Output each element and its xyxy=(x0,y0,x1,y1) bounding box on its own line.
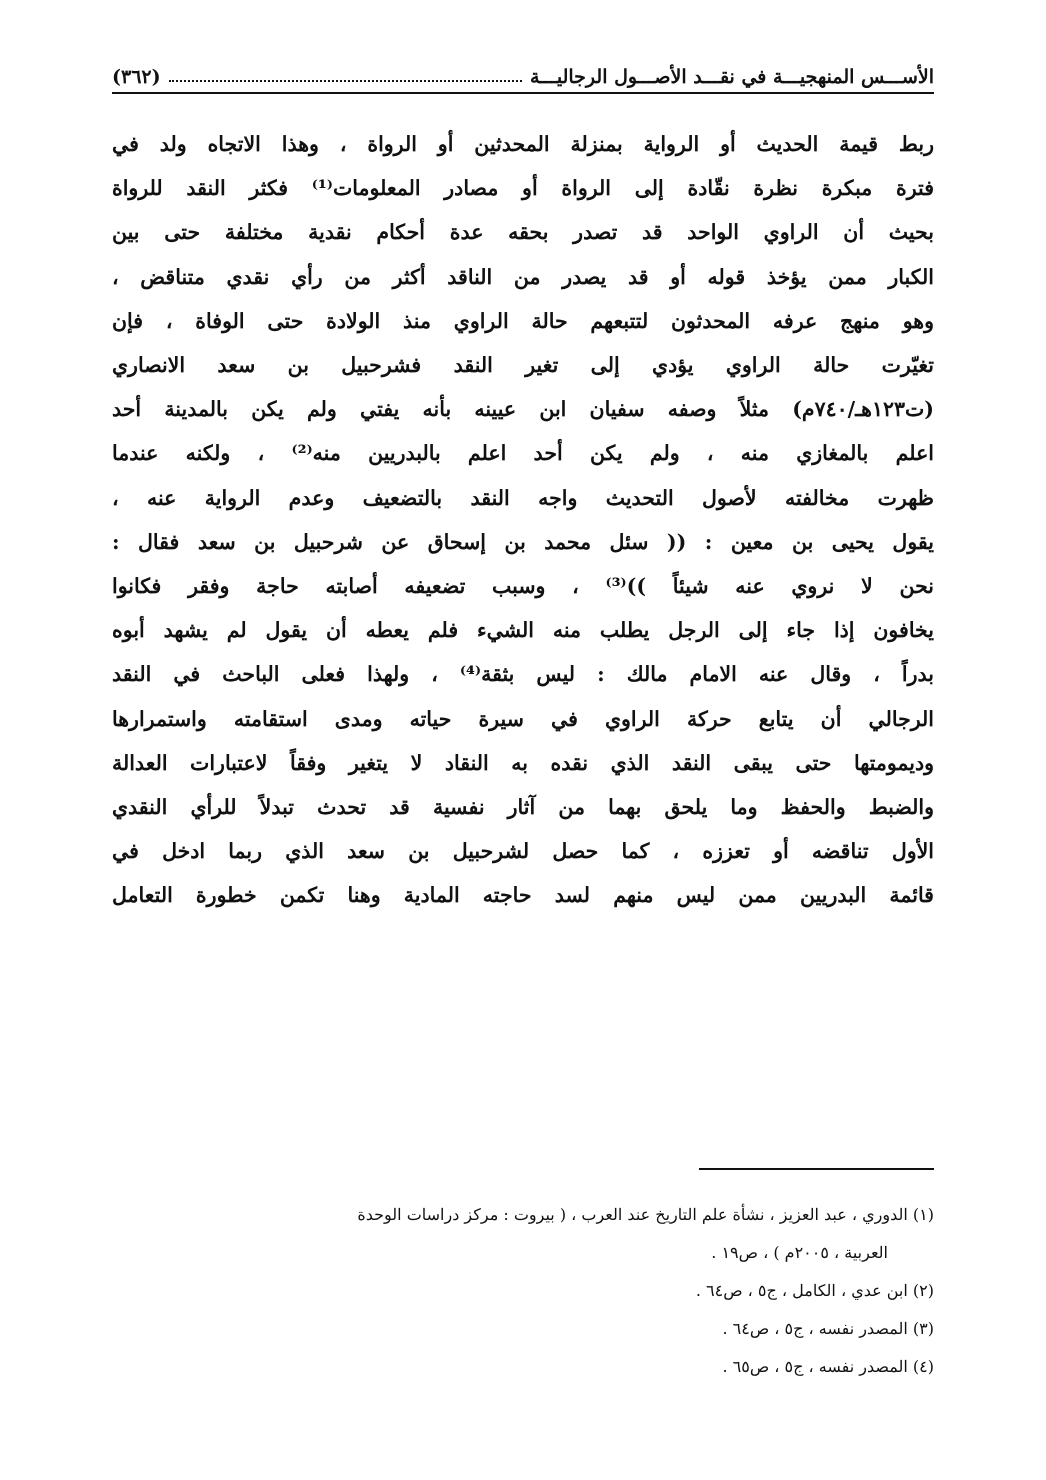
footnote-separator xyxy=(699,1168,934,1170)
footnote-4: (٤) المصدر نفسه ، ج٥ ، ص٦٥ . xyxy=(722,1357,934,1376)
running-title: الأســـس المنهجيـــة في نقـــد الأصـــول الرجاليـــة xyxy=(529,66,934,88)
header-rule xyxy=(112,92,934,94)
text-line: يقول يحيى بن معين : (( سئل محمد بن إسحاق عن شرحبيل بن سعد فقال : xyxy=(112,529,934,554)
page-number: (٣٦٢) xyxy=(112,66,161,88)
footnote-3: (٣) المصدر نفسه ، ج٥ ، ص٦٤ . xyxy=(722,1319,934,1338)
text-line: الرجالي أن يتابع حركة الراوي في سيرة حياته ومدى استقامته واستمرارها xyxy=(112,706,934,731)
text-line: تغيّرت حالة الراوي يؤدي إلى تغير النقد فشرحبيل بن سعد الانصاري xyxy=(112,353,934,378)
footnote-1-continuation: العربية ، ٢٠٠٥م ) ، ص١٩ . xyxy=(711,1243,888,1262)
text-line: والضبط والحفظ وما يلحق بهما من آثار نفسية قد تحدث تبدلاً للرأي النقدي xyxy=(112,795,934,820)
text-line: ربط قيمة الحديث أو الرواية بمنزلة المحدثين أو الرواة ، وهذا الاتجاه ولد في xyxy=(112,132,934,156)
text-line: الكبار ممن يؤخذ قوله أو قد يصدر من الناقد أكثر من رأي نقدي متناقض ، xyxy=(112,264,934,289)
footnote-2: (٢) ابن عدي ، الكامل ، ج٥ ، ص٦٤ . xyxy=(695,1281,934,1300)
text-line: فترة مبكرة نظرة نقّادة إلى الرواة أو مصادر المعلومات⁽¹⁾ فكثر النقد للرواة xyxy=(112,176,934,201)
text-line: وديمومتها حتى يبقى النقد الذي نقده به النقاد لا يتغير وفقاً لاعتبارات العدالة xyxy=(112,750,934,775)
text-line: قائمة البدريين ممن ليس منهم لسد حاجته المادية وهنا تكمن خطورة التعامل xyxy=(112,883,934,908)
footnote-1: (١) الدوري ، عبد العزيز ، نشأة علم التاريخ عند العرب ، ( بيروت : مركز دراسات الوحدة xyxy=(357,1205,934,1224)
header-leader-dots xyxy=(169,79,522,82)
text-line: (ت١٢٣هـ/٧٤٠م) مثلاً وصفه سفيان ابن عيينه بأنه يفتي ولم يكن بالمدينة أحد xyxy=(112,397,934,422)
text-line: نحن لا نروي عنه شيئاً ))⁽³⁾ ، وسبب تضعيفه أصابته حاجة وفقر فكانوا xyxy=(112,574,934,599)
text-line: الأول تناقضه أو تعززه ، كما حصل لشرحبيل بن سعد الذي ربما ادخل في xyxy=(112,839,934,864)
text-line: يخافون إذا جاء إلى الرجل يطلب منه الشيء فلم يعطه أن يقول لم يشهد أبوه xyxy=(112,618,934,643)
page-header xyxy=(112,52,934,88)
footnotes xyxy=(112,1196,934,1386)
text-line: وهو منهج عرفه المحدثون لتتبعهم حالة الراوي منذ الولادة حتى الوفاة ، فإن xyxy=(112,308,934,333)
text-line: ظهرت مخالفته لأصول التحديث واجه النقد بالتضعيف وعدم الرواية عنه ، xyxy=(112,485,934,510)
text-line: اعلم بالمغازي منه ، ولم يكن أحد اعلم بالبدريين منه⁽²⁾ ، ولكنه عندما xyxy=(112,441,934,466)
text-line: بدراً ، وقال عنه الامام مالك : ليس بثقة⁽⁴⁾ ، ولهذا فعلى الباحث في النقد xyxy=(112,662,934,687)
text-line: بحيث أن الراوي الواحد قد تصدر بحقه عدة أحكام نقدية مختلفة حتى بين xyxy=(112,220,934,245)
body-text xyxy=(112,122,934,918)
